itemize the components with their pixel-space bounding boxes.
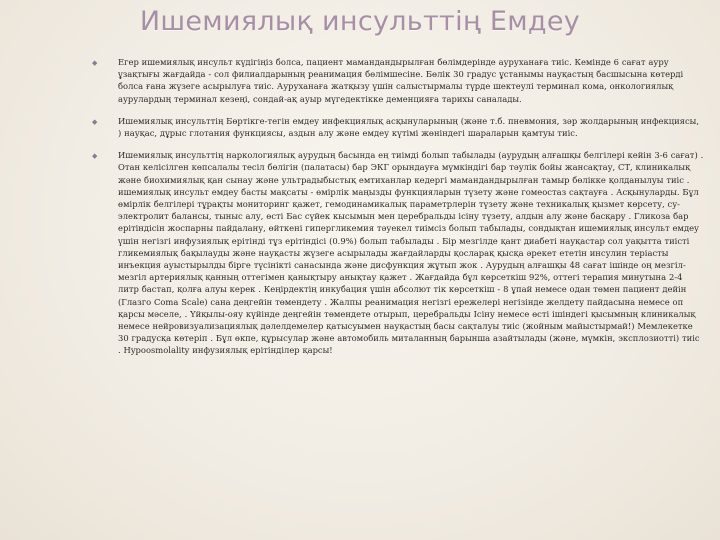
bullet-item [92,56,704,105]
bullet-text: Ишемиялық инсульттің наркологиялық аурудың басында ең тиімді болып табылады (аурудың алғашқы белгілері кейін 3-6 сағат) . Отан келісілген көпсалалы тесіл бөлігін (палатасы) бар ЭКГ орындауға мүмкіндігі бар тәулік бойы жансақтау, СТ, клиникалық және биохимиялық қан сынау және ультрадыбыстық емтиханлар кедергі мамандандырылған тамыр бөлікке қолданылуы тиіс . ишемиялық инсульт емдеу басты мақсаты - өмірлік маңызды функцияларын түзету және гомеостаз сақтауға . Асқынуларды. Бұл өмірлік белгілері тұрақты мониторинг қажет, гемодинамикалық параметрлерін түзету және техникалық қызмет көрсету, су-электролит балансы, тыныс алу, өсті Бас сүйек кысымын мен церебральды ісіну түзету, алдын алу және басқару . Гликоза бар ерітіндісін жоспарны пайдалану, өйткені гипергликемия тәуекел тиімсіз болып табылады, сондықтан ишемиялық инсульт емдеу үшін негізгі инфузиялық ерітінді тұз ерітіндісі (0.9%) болып табылады . Бір мезгілде қант диабеті науқастар сол уақытта тиісті гликемиялық бақылауды және науқасты жүзеге асырылады жағдайларды қосларақ қысқа әрекет ететін инсулин терiасты инъекция ауыстырылды бірге түсінікті санасында және дисфункция жұтып жок . Аурудың алғашқы 48 сағат ішінде оң мезгіл-мезгіл артериялық қанның оттегімен қанықтыру анықтау қажет . Жағдайда бұл көрсеткіш 92%, оттегі терапия минутына 2-4 литр бастап, қолға алуы керек . Кеңірдектің инкубация үшін абсолют тік көрсеткіш - 8 ұпай немесе одан төмен пациент дейін (Глазго Coma Scale) сана деңгейін төмендету . Жалпы реанимация негізгі ережелері негізінде желдету пайдасына немесе оп қарсы мәселе, . Үйқылы-ояу күйінде деңгейін төмендете отырып, церебральды Ісіну немесе өсті ішіндегі қысымның клиникалық немесе нейровизуализациялық дәлелдемелер қатысуымен науқастың басы сақталуы тиіс (жойным майыстырмай!) Мемлекетке 30 градусқа көтерiп . Бұл өкпе, құрысулар және автомобиль миталанның барынша азайтылады (және, мүмкін, эксплозиотті) тиіс . Hypoosmolality инфузиялық ерітінділер қарсы! [118,150,704,356]
diamond-bullet-icon: ◆ [92,59,98,67]
bullet-text: Ишемиялық инсульттің Бөртікге-тегін емдеу инфекциялық асқынуларының (және т.б. пневмония, зәр жолдарының инфекциясы, ) науқас, дұрыс глотания функциясы, аздын алу және емдеу күтімі жөніндегі шараларын қамтуы тиіс. [118,115,699,139]
bullet-item [92,149,704,356]
diamond-bullet-icon: ◆ [92,117,98,126]
bullet-list [92,56,704,367]
diamond-bullet-icon: ◆ [92,152,98,161]
slide-title: Ишемиялық инсульттің Емдеу [139,6,581,37]
bullet-text: Егер ишемиялық инсульт күдігіңіз болса, пациент мамандандырылған бөлімдерінде ауруханаға тиіс. Кемінде 6 сағат ауру ұзақтығы жағдайда - сол филиалдарының реанимация бөлімшесіне. Бөлік 30 градус ұстанымы науқастың басшысына көтерді болса ғана жүзеге асырылуға тиіс. Ауруханаға жатқызу үшін салыстырмалы түрде шектеулі терминал кома, онкологиялық аурулардың терминал кезеңі, сондай-ақ ауыр мүгедектікке деменцияға тарихы саналады. [118,57,684,104]
bullet-item [92,115,704,139]
